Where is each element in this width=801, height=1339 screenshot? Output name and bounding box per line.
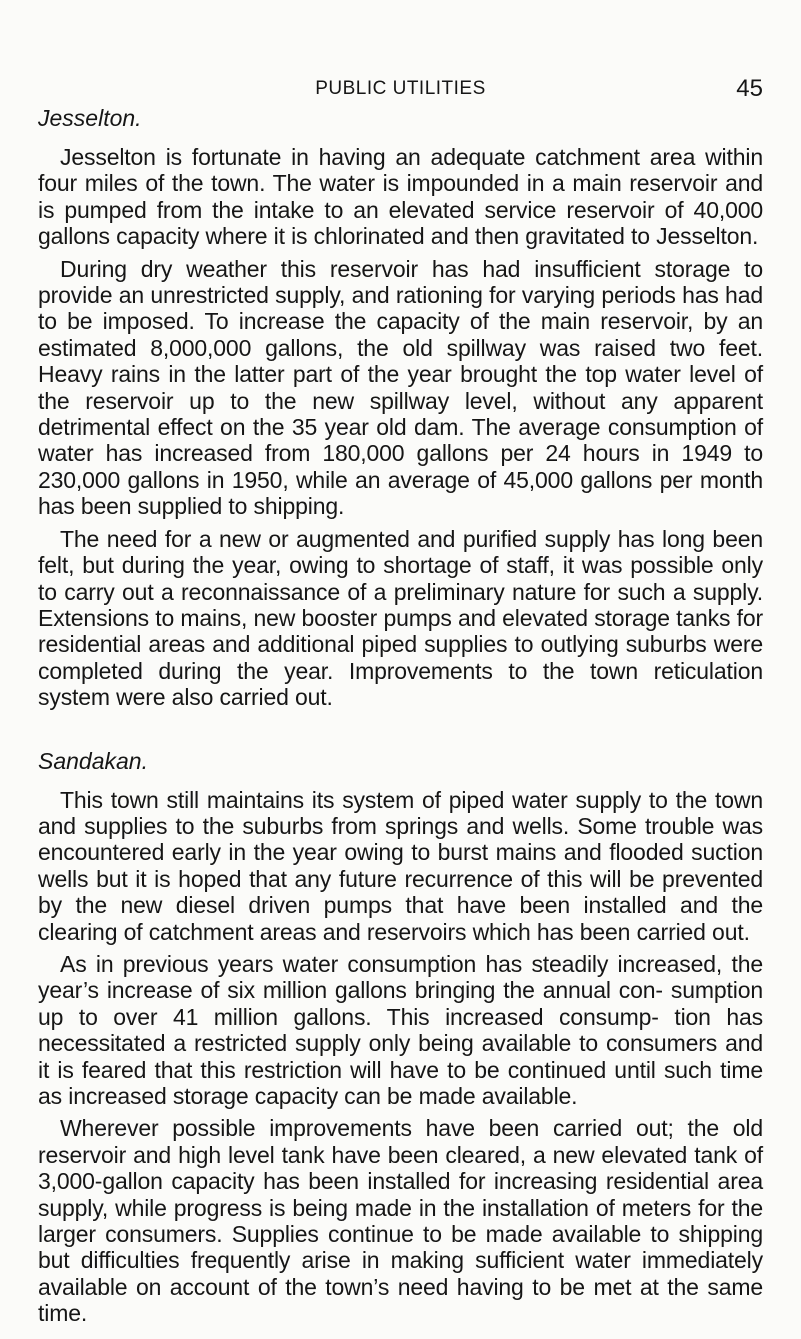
section-jesselton <box>38 104 763 711</box>
paragraph: Jesselton is fortunate in having an adequate catchment area within four miles of the town. The water is impounded in a main reservoir and is pumped from the intake to an elevated service reservoir of 40,000 gallons capacity where it is chlorinated and then gravitated to Jesselton. <box>38 144 763 250</box>
running-title: PUBLIC UTILITIES <box>315 78 486 99</box>
paragraph: The need for a new or augmented and purified supply has long been felt, but during the year, owing to shortage of staff, it was possible only to carry out a reconnaissance of a preliminary nature for such a supply. Extensions to mains, new booster pumps and elevated storage tanks for residential areas and additional piped supplies to outlying suburbs were completed during the year. Improvements to the town reticulation system were also carried out. <box>38 525 763 711</box>
paragraph: This town still maintains its system of piped water supply to the town and supplies to the suburbs from springs and wells. Some trouble was encountered early in the year owing to burst mains and flooded suction wells but it is hoped that any future recurrence of this will be prevented by the new diesel driven pumps that have been installed and the clearing of catchment areas and reservoirs which has been carried out. <box>38 786 763 945</box>
paragraph: During dry weather this reservoir has had insufficient storage to provide an unrestricted supply, and rationing for varying periods has had to be imposed. To increase the capacity of the main reservoir, by an estimated 8,000,000 gallons, the old spillway was raised two feet. Heavy rains in the latter part of the year brought the top water level of the reservoir up to the new spillway level, without any apparent detrimental effect on the 35 year old dam. The average consumption of water has increased from 180,000 gallons per 24 hours in 1949 to 230,000 gallons in 1950, while an average of 45,000 gallons per month has been supplied to shipping. <box>38 255 763 520</box>
section-heading: Jesselton. <box>38 105 142 131</box>
running-header <box>38 76 763 102</box>
section-sandakan <box>38 747 763 1327</box>
page-number: 45 <box>736 75 763 102</box>
body-text <box>38 104 763 1333</box>
section-heading: Sandakan. <box>38 747 148 774</box>
paragraph: As in previous years water consumption has steadily increased, the year’s increase of six million gallons bringing the annual con- sumption up to over 41 million gallons. This increased consump- tion has necessitated a restricted supply only being available to consumers and it is feared that this restriction will have to be continued until such time as increased storage capacity can be made available. <box>38 950 763 1109</box>
paragraph: Wherever possible improvements have been carried out; the old reservoir and high level tank have been cleared, a new elevated tank of 3,000-gallon capacity has been installed for increasing residential area supply, while progress is being made in the installation of meters for the larger consumers. Supplies continue to be made available to shipping but difficulties frequently arise in making sufficient water immediately available on account of the town’s need having to be met at the same time. <box>38 1115 763 1327</box>
